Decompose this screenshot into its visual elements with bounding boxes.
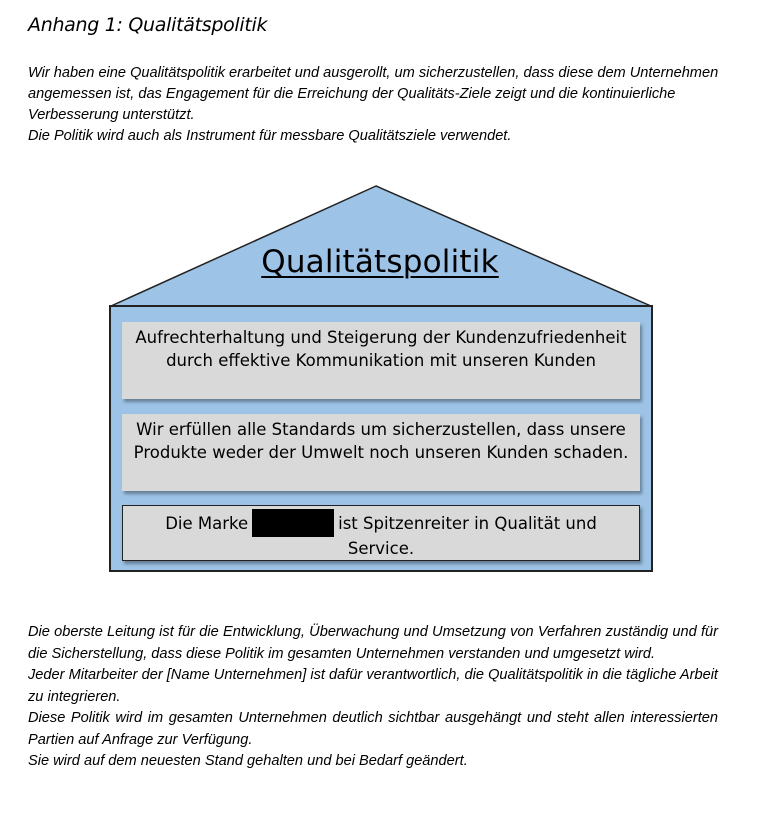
policy-card [122,414,640,491]
policy-card [122,322,640,399]
outro-paragraph: Jeder Mitarbeiter der [Name Unternehmen] ist dafür verantwortlich, die Qualitätspolitik in die tägliche Arbeit zu integrieren. [28,667,718,705]
policy-card-text: Aufrechterhaltung und Steigerung der Kundenzufriedenheit durch effektive Kommunikation mit unseren Kunden [135,328,627,370]
intro-paragraph: Die Politik wird auch als Instrument für messbare Qualitätsziele verwendet. [28,128,512,144]
intro-paragraph: Wir haben eine Qualitätspolitik erarbeitet und ausgerollt, um sicherzustellen, dass diese dem Unternehmen angemessen ist, das Engagement für die Erreichung der Qualitäts-Ziele zeigt und die kontinuierliche Verbesserung unterstützt. [28,65,719,123]
house-title: Qualitätspolitik [261,244,499,280]
outro-paragraph: Die oberste Leitung ist für die Entwicklung, Überwachung und Umsetzung von Verfahren zuständig und für die Sicherstellung, dass diese Politik im gesamten Unternehmen verstanden und umgesetzt wird. [28,624,718,662]
page-heading: Anhang 1: Qualitätspolitik [28,14,268,36]
policy-card-text-after: ist Spitzenreiter in Qualität und Service. [338,514,597,558]
outro-paragraph: Sie wird auf dem neuesten Stand gehalten und bei Bedarf geändert. [28,753,468,769]
policy-card [122,505,640,561]
redaction-block [252,509,334,537]
outro-text [28,622,718,773]
policy-card-text: Wir erfüllen alle Standards um sicherzustellen, dass unsere Produkte weder der Umwelt noch unseren Kunden schaden. [133,420,629,462]
outro-paragraph: Diese Politik wird im gesamten Unternehmen deutlich sichtbar ausgehängt und steht allen interessierten Partien auf Anfrage zur Verfügung. [28,710,718,748]
policy-card-text-before: Die Marke [165,514,249,533]
